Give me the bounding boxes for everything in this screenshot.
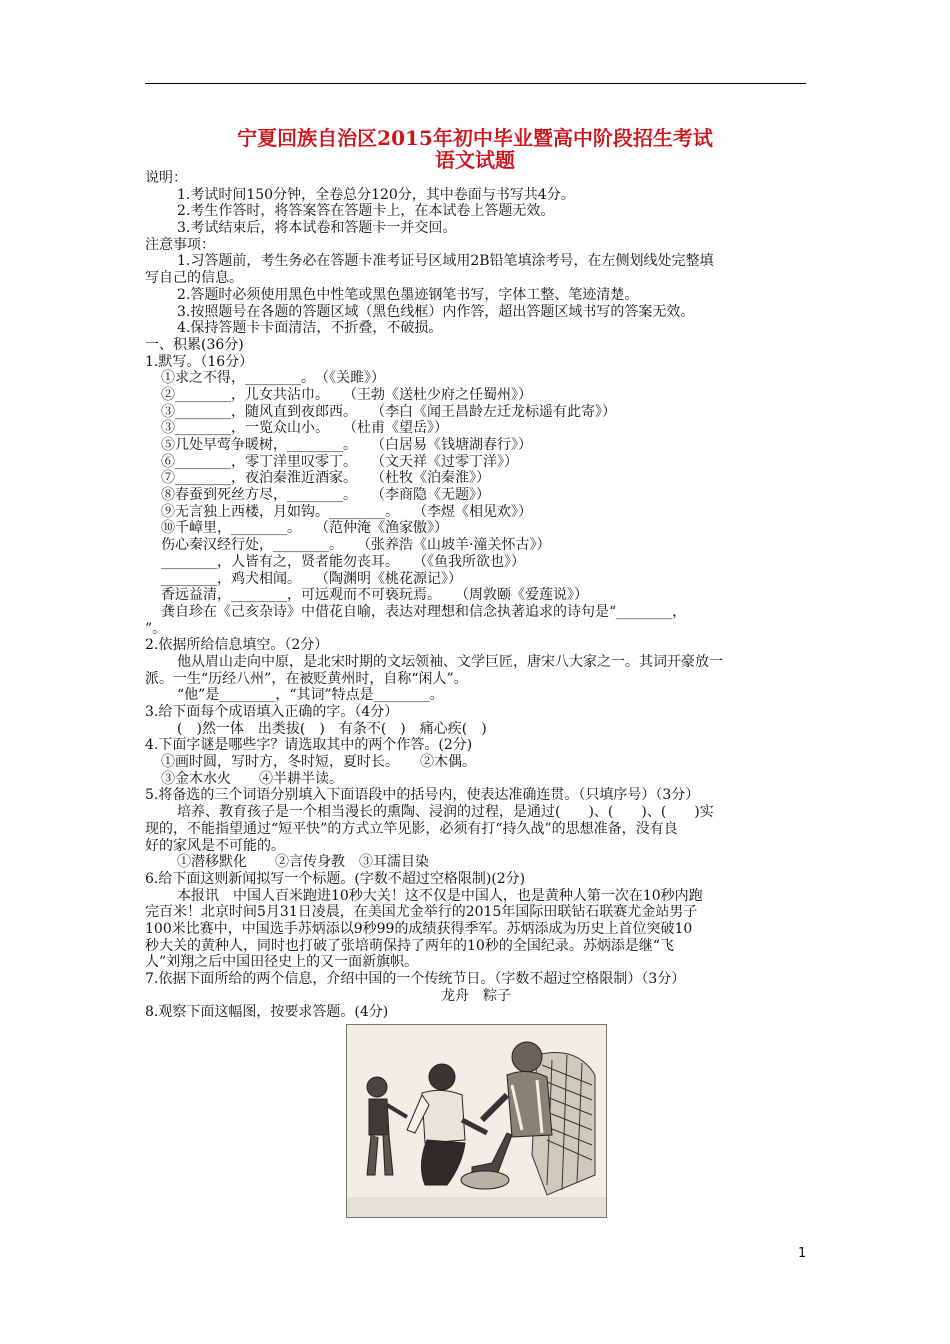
note-item: 2.答题时必须使用黑色中性笔或黑色墨迹钢笔书写，字体工整、笔迹清楚。 bbox=[177, 286, 639, 303]
q4-line: ①画时圆，写时方，冬时短，夏时长。 ②木偶。 bbox=[161, 754, 476, 771]
q1-line: ⑥________，零丁洋里叹零丁。 （文天祥《过零丁洋》） bbox=[161, 453, 518, 470]
cartoon-figure bbox=[346, 1024, 607, 1218]
notes-head: 注意事项： bbox=[145, 236, 215, 253]
exam-body bbox=[145, 170, 807, 1021]
q2-para-cont: 派。一生“历经八州”，在被贬黄州时，自称“闲人”。 bbox=[145, 670, 468, 687]
q1-line: ⑧春蚕到死丝方尽，________。 （李商隐《无题》） bbox=[161, 487, 490, 504]
note-item: 3.按照题号在各题的答题区域（黑色线框）内作答，超出答题区域书写的答案无效。 bbox=[177, 303, 695, 320]
q1-line: 香远益清，________，可远观而不可亵玩焉。 （周敦颐《爱莲说》） bbox=[161, 587, 588, 604]
q5-options: ①潜移默化 ②言传身教 ③耳濡目染 bbox=[177, 854, 429, 871]
q2-fill: “他”是________，“其词”特点是________。 bbox=[177, 687, 444, 704]
q8-head: 8.观察下面这幅图，按要求答题。(4分) bbox=[145, 1004, 389, 1021]
q2-para: 他从眉山走向中原，是北宋时期的文坛领袖、文学巨匠，唐宋八大家之一。其词开豪放一 bbox=[177, 653, 723, 670]
q7-hints: 龙舟 粽子 bbox=[441, 987, 511, 1004]
note-item-cont: 写自己的信息。 bbox=[145, 270, 243, 287]
q1-line: ________，人皆有之，贤者能勿丧耳。 （《鱼我所欲也》） bbox=[161, 553, 525, 570]
q6-news: 完百米！北京时间5月31日凌晨，在美国尤金举行的2015年国际田联钻石联赛尤金站男子 bbox=[145, 904, 698, 921]
q1-last: 龚自珍在《己亥杂诗》中借花自喻，表达对理想和信念执著追求的诗句是“________， bbox=[161, 603, 687, 620]
q3-head: 3.给下面每个成语填入正确的字。（4分） bbox=[145, 704, 399, 720]
q3-line: ( )然一体 出类拔( ) 有条不( ) 痛心疾( ) bbox=[177, 720, 487, 737]
q1-last-cont: ”。 bbox=[145, 620, 167, 637]
section-heading: 一、积累(36分) bbox=[145, 336, 244, 353]
q1-line: ②________，儿女共沾巾。 （王勃《送杜少府之任蜀州》） bbox=[161, 386, 532, 403]
q1-line: ⑦________，夜泊秦淮近酒家。 （杜牧《泊秦淮》） bbox=[161, 470, 490, 487]
q5-para-cont: 好的家风是不可能的。 bbox=[145, 837, 285, 854]
q4-head: 4.下面字谜是哪些字？请选取其中的两个作答。(2分) bbox=[145, 737, 473, 754]
q1-line: ③________，随风直到夜郎西。 （李白《闻王昌龄左迁龙标遥有此寄》） bbox=[161, 403, 616, 420]
header-rule bbox=[145, 83, 806, 84]
instructions-head: 说明： bbox=[145, 170, 187, 186]
q1-line: ________，鸡犬相闻。 （陶渊明《桃花源记》） bbox=[161, 570, 462, 587]
exam-title: 宁夏回族自治区2015年初中毕业暨高中阶段招生考试 bbox=[237, 126, 713, 150]
q1-line: ⑨无言独上西楼，月如钩。________。 （李煜《相见欢》） bbox=[161, 503, 532, 520]
q5-head: 5.将备选的三个词语分别填入下面语段中的括号内，使表达准确连贯。（只填序号）（3分） bbox=[145, 787, 700, 804]
q1-head: 1.默写。（16分） bbox=[145, 353, 254, 370]
q1-line: ⑩千嶂里，________。 （范仲淹《渔家傲》） bbox=[161, 520, 448, 537]
q6-news: 本报讯 中国人百米跑进10秒大关！这不仅是中国人，也是黄种人第一次在10秒内跑 bbox=[177, 887, 703, 904]
q7-head: 7.依据下面所给的两个信息，介绍中国的一个传统节日。（字数不超过空格限制）（3分） bbox=[145, 971, 686, 987]
page-number: 1 bbox=[798, 1246, 807, 1261]
note-item: 4.保持答题卡卡面清洁，不折叠，不破损。 bbox=[177, 320, 443, 337]
q6-news: 100米比赛中，中国选手苏炳添以9秒99的成绩获得季军。苏炳添成为历史上首位突破10 bbox=[145, 920, 693, 937]
note-item: 1.习答题前，考生务必在答题卡准考证号区域用2B铅笔填涂考号，在左侧划线处完整填 bbox=[177, 253, 714, 270]
q4-line: ③金木水火 ④半耕半读。 bbox=[161, 770, 343, 787]
q1-line: ①求之不得，________。 （《关雎》） bbox=[161, 370, 385, 387]
q6-head: 6.给下面这则新闻拟写一个标题。(字数不超过空格限制)(2分) bbox=[145, 870, 526, 887]
exam-subtitle: 语文试题 bbox=[435, 148, 515, 172]
q2-head: 2.依据所给信息填空。（2分） bbox=[145, 637, 329, 654]
cartoon-illustration bbox=[347, 1025, 606, 1217]
q5-para-cont: 现的，不能指望通过“短平快”的方式立竿见影，必须有打“持久战”的思想准备，没有良 bbox=[145, 820, 678, 837]
instruction-item: 2.考生作答时，将答案答在答题卡上，在本试卷上答题无效。 bbox=[177, 203, 555, 220]
q6-news: 秒大关的黄种人，同时也打破了张培萌保持了两年的10秒的全国纪录。苏炳添是继“飞 bbox=[145, 937, 674, 954]
q1-line: 伤心秦汉经行处，________。 （张养浩《山坡羊·潼关怀古》） bbox=[161, 537, 551, 554]
instruction-item: 3.考试结束后，将本试卷和答题卡一并交回。 bbox=[177, 220, 457, 237]
q5-para: 培养、教育孩子是一个相当漫长的熏陶、浸润的过程，是通过( )、( )、( )实 bbox=[177, 804, 714, 821]
q1-line: ⑤几处早莺争暖树，________。 （白居易《钱塘湖春行》） bbox=[161, 437, 532, 453]
instruction-item: 1.考试时间150分钟，全卷总分120分，其中卷面与书写共4分。 bbox=[177, 186, 575, 203]
wash-basin bbox=[461, 1171, 509, 1189]
q1-line: ③________，一览众山小。 （杜甫《望岳》） bbox=[161, 420, 448, 437]
q6-news: 人”刘翔之后中国田径史上的又一面新旗帜。 bbox=[145, 954, 419, 971]
